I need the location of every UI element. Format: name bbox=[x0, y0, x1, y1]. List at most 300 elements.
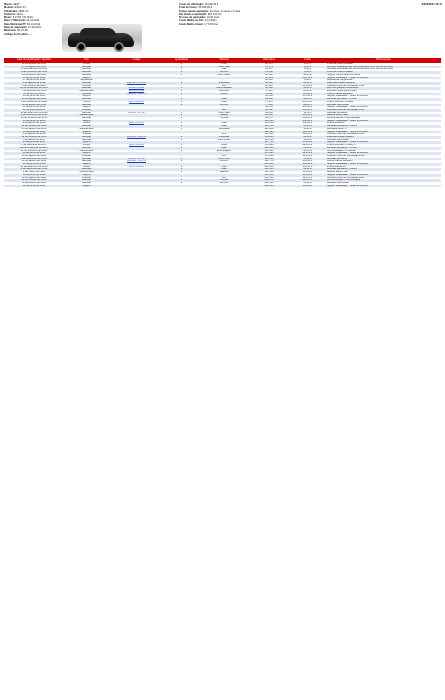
table-cell: Revisão bbox=[64, 168, 109, 171]
table-cell: Pneus dianteiros bbox=[327, 165, 346, 168]
table-cell: Filtro Ar bbox=[199, 104, 249, 107]
table-cell: 1 bbox=[164, 168, 199, 171]
table-cell: 410,00 € bbox=[289, 174, 326, 177]
table-cell: 206,00 € bbox=[302, 122, 313, 125]
field-value: 10,30 anos bbox=[205, 16, 220, 20]
field-label: Nº anos de aquisição: bbox=[179, 16, 206, 20]
table-cell: Imposto bbox=[82, 176, 91, 179]
table-cell: Óleo bbox=[199, 125, 249, 128]
table-cell: 89 610 bbox=[265, 111, 273, 114]
table-cell: 0,00 € bbox=[304, 63, 311, 65]
table-cell: 10 de junho de 2014 bbox=[22, 106, 46, 109]
table-cell: Revisão bbox=[64, 71, 109, 74]
field-label: Custo Médio ao Km: bbox=[179, 19, 205, 23]
table-cell: 402,00 € bbox=[289, 185, 326, 188]
table-cell: 8 de novembro de 2011 bbox=[4, 71, 64, 74]
table-cell: 28 272 bbox=[265, 63, 273, 65]
table-cell: Pneu bbox=[221, 144, 227, 147]
table-cell: 10 de junho de 2018 bbox=[4, 152, 64, 155]
table-cell: 61 002 bbox=[249, 93, 289, 96]
table-cell: Seguro Fidelidade - Todos os Riscos bbox=[326, 131, 441, 134]
table-cell: 4 bbox=[180, 144, 183, 147]
table-cell: 15 de janeiro de 2016 bbox=[21, 127, 47, 130]
table-cell: 478,00 € bbox=[302, 95, 313, 98]
table-cell: 5 de outubro de 2012 bbox=[22, 84, 46, 87]
table-cell: IUC bbox=[221, 133, 227, 136]
table-cell: 30,00 € bbox=[303, 181, 312, 184]
table-cell: Seguro bbox=[82, 106, 91, 109]
table-cell: Pneu bbox=[221, 165, 227, 168]
table-cell: 389,00 € bbox=[302, 117, 313, 120]
cost-summary bbox=[179, 3, 379, 26]
table-cell: 0,00 € bbox=[304, 79, 311, 82]
table-cell: 14 de setembro de 2019 bbox=[20, 165, 48, 168]
table-cell: Pneu bbox=[221, 63, 227, 65]
table-cell: 194 002 bbox=[249, 163, 289, 166]
table-cell: 28,00 € bbox=[289, 104, 326, 107]
table-cell: Imposto único de circulação 2014 bbox=[326, 109, 441, 112]
table-cell: Pneu de inverno usado bbox=[327, 63, 353, 65]
table-cell: 3 de março de 2020 bbox=[22, 171, 46, 174]
table-cell: 64 580 bbox=[265, 95, 273, 98]
table-cell: 11 de janeiro de 2021 bbox=[21, 181, 46, 184]
table-cell: 3 de novembro de 2013 bbox=[20, 100, 48, 103]
field-value: EXEO ST bbox=[13, 6, 26, 10]
middle-line bbox=[179, 23, 379, 26]
table-cell: 412,00 € bbox=[302, 100, 313, 103]
table-cell: 10 de junho de 2020 bbox=[4, 174, 64, 177]
table-cell: 50 120 bbox=[265, 84, 273, 87]
car-photo bbox=[62, 24, 142, 52]
table-cell: 7 de janeiro de 2017 bbox=[22, 138, 46, 141]
field-label: Custo de Utilização: bbox=[179, 3, 204, 6]
table-cell: Discos bbox=[199, 93, 249, 96]
table-cell: 18,00 € bbox=[303, 138, 312, 141]
column-header[interactable]: Quantidade bbox=[164, 58, 199, 63]
table-cell: 1 bbox=[180, 127, 183, 130]
table-cell: Revisão periódica - 5 litros bbox=[326, 125, 441, 128]
table-cell: Revisão periódica - 5 litros bbox=[326, 168, 441, 171]
table-cell: 45 221 bbox=[249, 77, 289, 80]
table-cell: 1 bbox=[180, 73, 183, 76]
table-cell: Discos travão dianteiro bbox=[327, 160, 353, 163]
table-cell: Revisão bbox=[81, 73, 92, 76]
table-cell: Manutenção bbox=[79, 90, 94, 93]
table-cell: Revisão bbox=[64, 104, 109, 107]
table-cell: 1 bbox=[164, 114, 199, 117]
table-cell: 125 590 bbox=[249, 131, 289, 134]
table-cell: 164 020 bbox=[264, 149, 274, 152]
table-cell: 2 de dezembro de 2014 bbox=[4, 114, 64, 117]
table-cell: 17 de agosto de 2011 bbox=[4, 66, 64, 69]
column-header[interactable]: Data de Modificação / Revisão bbox=[4, 58, 64, 63]
table-cell: Manutenção bbox=[79, 149, 94, 152]
table-cell: 9 de dezembro de 2019 bbox=[4, 168, 64, 171]
table-cell: 29 174 bbox=[249, 66, 289, 69]
table-cell: 720,00 € bbox=[302, 149, 313, 152]
table-cell: Pneus bbox=[82, 144, 91, 147]
table-cell: Imposto único de circulação 2020 bbox=[327, 176, 365, 179]
table-cell: Seguro bbox=[64, 163, 109, 166]
table-cell: Filtro de gasóleo substituído bbox=[326, 87, 441, 90]
table-cell: 175 880 bbox=[264, 154, 274, 157]
field-value: 33-LX-48 bbox=[16, 29, 28, 33]
table-cell: Revisão realizada pelo concessionário com outros serviços bbox=[327, 68, 393, 71]
table-cell: 1 bbox=[164, 71, 199, 74]
field-value: — bbox=[28, 32, 32, 36]
table-cell: Revisão bbox=[64, 136, 109, 139]
table-cell: Embraiagem bbox=[216, 149, 232, 152]
table-cell: Revisão intermédia bbox=[327, 138, 349, 141]
table-cell: BRAKE - 145.XS bbox=[109, 136, 164, 139]
table-cell: 0,00 € bbox=[304, 68, 311, 71]
field-label: Potência: bbox=[4, 12, 16, 16]
table-cell: 18 de janeiro de 2014 bbox=[4, 104, 64, 107]
table-cell: Filtro Gasóleo bbox=[199, 87, 249, 90]
table-cell: 465,20 € bbox=[302, 106, 313, 109]
table-cell: 10 de junho de 2012 bbox=[4, 77, 64, 80]
table-cell: 216 940 bbox=[249, 174, 289, 177]
table-cell: 115,00 € bbox=[302, 84, 313, 87]
table-cell: Bateria Varta 74Ah bbox=[326, 114, 441, 117]
table-cell: Filtro Óleo bbox=[199, 66, 249, 69]
table-cell: Óleo bbox=[199, 98, 249, 101]
table-cell: MICH 225/45 bbox=[129, 144, 144, 147]
table-cell: Seguro bbox=[64, 174, 109, 177]
table-cell: 30 de outubro de 2015 bbox=[4, 125, 64, 128]
table-cell: 418,40 € bbox=[289, 163, 326, 166]
table-cell: 1 bbox=[180, 68, 183, 71]
table-cell: 153 900 bbox=[264, 144, 274, 147]
table-cell: 2 bbox=[180, 122, 183, 125]
table-cell: Pneus bbox=[82, 63, 91, 65]
table-cell: Reparação na garantia bbox=[327, 79, 353, 82]
table-cell: 1 bbox=[180, 117, 183, 120]
table-cell bbox=[109, 185, 164, 188]
table-cell: Imposto bbox=[82, 154, 91, 157]
table-cell: 10 de junho de 2013 bbox=[22, 95, 46, 98]
table-cell: Pneus bbox=[82, 100, 91, 103]
table-cell: Seguro Fidelidade - Todos os Riscos bbox=[326, 174, 441, 177]
table-cell: 104 115 bbox=[249, 120, 289, 123]
table-cell: 211 330 bbox=[264, 171, 274, 174]
table-cell: 83 470 bbox=[265, 106, 273, 109]
table-cell: 1 bbox=[164, 147, 199, 150]
table-cell: 1 bbox=[164, 98, 199, 101]
table-cell: 31 527 bbox=[265, 68, 273, 71]
table-cell: 7 de fevereiro de 2013 bbox=[21, 90, 47, 93]
field-label: Modelo: bbox=[4, 6, 14, 10]
table-cell: 98,00 € bbox=[289, 147, 326, 150]
table-cell bbox=[164, 185, 199, 188]
table-cell: 15,00 € bbox=[289, 158, 326, 161]
table-cell: BRAKE - 145.XS bbox=[127, 160, 146, 163]
field-value: 1968 cm³ bbox=[17, 9, 30, 13]
table-cell: Revisão periódica bbox=[326, 158, 441, 161]
table-cell: Imposto único de circulação 2016 bbox=[327, 133, 365, 136]
table-cell: Escovas limpa para-brisas bbox=[327, 90, 357, 93]
table-cell: 395,00 € bbox=[289, 179, 326, 182]
table-cell: 1 bbox=[164, 104, 199, 107]
field-value: 10 anos, 3 meses e 6 dias bbox=[209, 9, 241, 13]
table-cell: Seguro Fidelidade - Todos os Riscos bbox=[326, 185, 441, 188]
table-cell: 24,90 € bbox=[303, 90, 312, 93]
table-cell: 15 de setembro de 2011 bbox=[20, 68, 48, 71]
table-cell: Pneu de inverno usado bbox=[326, 71, 441, 74]
table-cell: Pneus Michelin Primacy bbox=[327, 100, 354, 103]
field-label: Data Matrícula PT: bbox=[4, 22, 27, 26]
table-cell: 14 de janeiro de 2012 bbox=[21, 73, 47, 76]
table-cell: Imposto único de circulação 2018 bbox=[327, 154, 365, 157]
table-cell: Seguro Fidelidade - Todos os Riscos bbox=[327, 95, 368, 98]
table-cell: 1 bbox=[180, 111, 183, 114]
table-cell: 2 bbox=[164, 136, 199, 139]
table-cell: Seguro Fidelidade - Todos os Riscos bbox=[326, 120, 441, 123]
table-cell: Filtro Pólen bbox=[217, 138, 231, 141]
table-cell: 171 305 bbox=[249, 152, 289, 155]
field-value: SEAT bbox=[12, 3, 20, 6]
table-cell: Revisão bbox=[64, 125, 109, 128]
table-cell: BOSCH F026 bbox=[109, 87, 164, 90]
table-cell: 1 bbox=[164, 158, 199, 161]
table-cell: 1 bbox=[164, 179, 199, 182]
table-cell: 206 115 bbox=[249, 168, 289, 171]
table-cell: 12 de dezembro de 2012 bbox=[4, 87, 64, 90]
table-cell: 98 870 bbox=[265, 117, 273, 120]
table-cell: 46 330 bbox=[265, 79, 273, 82]
table-cell: 10 de junho de 2016 bbox=[4, 131, 64, 134]
table-cell: Kit distribuição + bomba água bbox=[327, 117, 361, 120]
table-cell: 1 bbox=[164, 66, 199, 69]
table-cell: Imposto bbox=[64, 109, 109, 112]
table-cell: 73 115 bbox=[265, 100, 273, 103]
table-cell: Seguro bbox=[82, 95, 91, 98]
table-cell: Kit distribuição + bomba água bbox=[326, 179, 441, 182]
table-cell: 129 003 bbox=[264, 133, 274, 136]
table-cell: 452,80 € bbox=[289, 120, 326, 123]
table-cell: 57 210 bbox=[265, 90, 273, 93]
column-header[interactable]: Custo bbox=[289, 58, 326, 63]
table-cell: 152,00 € bbox=[302, 160, 313, 163]
table-cell: MICH 225/45 bbox=[129, 100, 144, 103]
table-cell: Bateria bbox=[220, 171, 228, 174]
table-cell: 2 bbox=[180, 160, 183, 163]
field-value: 18 249,39 € bbox=[203, 3, 219, 6]
field-label: Data de Aquisição: bbox=[4, 26, 28, 30]
table-cell: 28 de agosto de 2013 bbox=[4, 98, 64, 101]
table-cell: 115,00 € bbox=[302, 171, 313, 174]
field-label: Cilindrada: bbox=[4, 9, 18, 13]
table-cell: 10 de junho de 2017 bbox=[4, 141, 64, 144]
table-cell: 118,00 € bbox=[289, 109, 326, 112]
table-cell: 431,60 € bbox=[289, 141, 326, 144]
table-cell: Seguro Fidelidade - Todos os Riscos bbox=[326, 163, 441, 166]
table-cell: 181 230 bbox=[249, 158, 289, 161]
table-cell: 1 bbox=[180, 181, 183, 184]
table-cell: Revisão bbox=[64, 93, 109, 96]
table-cell: Lâmpada farol H7 bbox=[327, 127, 347, 130]
table-cell: Escovas bbox=[219, 90, 229, 93]
table-cell: 28 de janeiro de 2019 bbox=[21, 160, 47, 163]
table-cell: 10 de junho de 2019 bbox=[4, 163, 64, 166]
table-cell: 25 de outubro de 2020 bbox=[4, 179, 64, 182]
table-cell: IUC bbox=[199, 109, 249, 112]
table-cell: Imposto único de circulação 2012 bbox=[327, 84, 365, 87]
table-cell: 1 bbox=[180, 138, 183, 141]
table-cell: Revisão bbox=[64, 82, 109, 85]
table-cell: BRAKE - 145.XS bbox=[109, 82, 164, 85]
table-cell: 490,50 € bbox=[289, 77, 326, 80]
table-cell: 440,00 € bbox=[289, 131, 326, 134]
table-cell: Revisão periódica - 5 litros bbox=[326, 147, 441, 150]
field-label: Motor: bbox=[4, 16, 13, 20]
field-label: Total de Custo: bbox=[179, 6, 198, 10]
field-label: Km desde a aquisição: bbox=[179, 12, 208, 16]
table-cell: 1 de setembro de 2017 bbox=[21, 144, 47, 147]
table-row bbox=[4, 185, 441, 188]
table-cell: Seguro bbox=[64, 185, 109, 188]
column-header[interactable]: Kilometros bbox=[249, 58, 289, 63]
field-value: 35 549,39 € bbox=[197, 6, 213, 10]
table-cell: 113 760 bbox=[249, 125, 289, 128]
table-cell: 86 002 bbox=[249, 109, 289, 112]
table-cell: IUC bbox=[221, 84, 227, 87]
table-cell: Filtro Óleo bbox=[199, 158, 249, 161]
table-cell: Revisão bbox=[81, 111, 92, 114]
table-cell: Revisão bbox=[81, 68, 92, 71]
table-cell: 40 150 bbox=[265, 73, 273, 76]
table-cell: 2 bbox=[180, 165, 183, 168]
table-cell: Lâmpada bbox=[218, 127, 230, 130]
table-cell: Seguro Fidelidade - Todos os Riscos bbox=[326, 152, 441, 155]
table-cell: Revisão bbox=[81, 138, 92, 141]
table-cell: 200 480 bbox=[264, 165, 274, 168]
table-cell: Filtro Pólen bbox=[217, 73, 231, 76]
table-cell: Seguro Fidelidade - Todos os Riscos bbox=[326, 77, 441, 80]
table-cell: Discos bbox=[220, 160, 228, 163]
table-cell: 95,00 € bbox=[289, 125, 326, 128]
field-value: 04-04-2011 bbox=[25, 19, 40, 23]
table-cell: 27 de junho de 2012 bbox=[22, 79, 46, 82]
field-label: Data 1ª Matrícula: bbox=[4, 19, 26, 23]
table-cell: Seguro Fidelidade - Todos os Riscos bbox=[327, 106, 368, 109]
table-cell: Seguro contra todos os riscos bbox=[327, 73, 361, 76]
table-cell: 1 de agosto de 2012 bbox=[4, 82, 64, 85]
table-cell: Revisão bbox=[64, 179, 109, 182]
table-cell: Revisão bbox=[81, 160, 92, 163]
table-cell: 88,00 € bbox=[289, 82, 326, 85]
table-cell: Revisão intermédia bbox=[326, 104, 441, 107]
table-cell: 226 870 bbox=[249, 179, 289, 182]
table-cell: MANN - W719 bbox=[109, 158, 164, 161]
table-cell: Revisão bbox=[64, 87, 109, 90]
table-cell: 140 210 bbox=[264, 138, 274, 141]
table-cell: 40,00 € bbox=[303, 73, 312, 76]
table-cell: 10 de junho de 2015 bbox=[4, 120, 64, 123]
table-cell: Correia bbox=[199, 179, 249, 182]
table-cell: 158 640 bbox=[249, 147, 289, 150]
table-cell: Revisão bbox=[81, 181, 92, 184]
table-cell: 4 bbox=[180, 63, 183, 65]
table-cell: Pneus traseiros bbox=[327, 122, 345, 125]
table-cell: 19 de outubro de 2016 bbox=[4, 136, 64, 139]
table-cell: Filtro Ar bbox=[199, 71, 249, 74]
table-cell: Revisão bbox=[64, 158, 109, 161]
table-cell: Manutenção bbox=[64, 114, 109, 117]
table-cell: Manutenção bbox=[79, 171, 94, 174]
column-header[interactable]: Código bbox=[109, 58, 164, 63]
table-cell: Revisão bbox=[81, 117, 92, 120]
table-cell: 2 bbox=[164, 93, 199, 96]
table-cell: Correia bbox=[219, 117, 229, 120]
table-cell: Imposto bbox=[82, 133, 91, 136]
table-cell: 77 880 bbox=[249, 104, 289, 107]
table-cell: Manutenção bbox=[79, 127, 94, 130]
column-header[interactable]: Material bbox=[199, 58, 249, 63]
field-value: 143cv bbox=[15, 12, 24, 16]
table-cell: 92,00 € bbox=[289, 98, 326, 101]
table-cell: 240 884 bbox=[249, 185, 289, 188]
field-value: 287 612 Km bbox=[207, 12, 222, 16]
table-cell: Óleo bbox=[199, 147, 249, 150]
table-cell: 1 bbox=[180, 171, 183, 174]
table-cell: Discos travão dianteiro bbox=[326, 93, 441, 96]
table-cell: 4 de agosto de 2016 bbox=[22, 133, 46, 136]
table-cell: 1 bbox=[164, 125, 199, 128]
table-cell: Revisão bbox=[64, 98, 109, 101]
table-cell: 121,00 € bbox=[302, 154, 313, 157]
table-cell: IUC bbox=[221, 154, 227, 157]
table-cell: Pneu bbox=[221, 122, 227, 125]
table-cell: 14 de abril de 2013 bbox=[4, 93, 64, 96]
table-cell: 4 bbox=[180, 100, 183, 103]
table-cell: Seguro bbox=[64, 77, 109, 80]
table-cell: Seguro Fidelidade - Todos os Riscos bbox=[326, 141, 441, 144]
table-cell: 14,50 € bbox=[303, 111, 312, 114]
table-cell: Óleo bbox=[199, 168, 249, 171]
table-cell: 120,00 € bbox=[302, 133, 313, 136]
table-cell: Óleo bbox=[221, 68, 227, 71]
table-cell: Seguro bbox=[64, 120, 109, 123]
table-cell: 48 310 bbox=[249, 82, 289, 85]
table-cell: 92,00 € bbox=[289, 136, 326, 139]
column-header[interactable]: Observações bbox=[326, 58, 441, 63]
table-cell: Filtro Óleo bbox=[218, 111, 230, 114]
table-cell: 16 de novembro de 2017 bbox=[4, 147, 64, 150]
table-cell: BRAKE - 145.XS bbox=[109, 93, 164, 96]
table-cell: Imposto bbox=[82, 84, 91, 87]
table-cell: Revisão periódica - 5 litros bbox=[326, 98, 441, 101]
maintenance-table bbox=[4, 58, 441, 187]
table-cell: IUC bbox=[221, 176, 227, 179]
table-cell: Revisão bbox=[64, 147, 109, 150]
field-label: Código do Produto: bbox=[4, 32, 29, 36]
table-cell: 221 002 bbox=[264, 176, 274, 179]
table-cell: 1 bbox=[164, 87, 199, 90]
table-cell: Pneus bbox=[82, 165, 91, 168]
table-cell: MICH 225/45 bbox=[129, 165, 144, 168]
table-cell: 10 de junho de 2021 bbox=[4, 185, 64, 188]
table-cell: 232 510 bbox=[264, 181, 274, 184]
table-cell: 35 660 bbox=[249, 71, 289, 74]
column-header[interactable]: Tipo bbox=[64, 58, 109, 63]
table-cell: 9 de agosto de 2015 bbox=[22, 122, 46, 125]
table-cell: 425,00 € bbox=[289, 152, 326, 155]
table-cell: Bateria bbox=[199, 114, 249, 117]
table-cell: 53 900 bbox=[249, 87, 289, 90]
table-cell: 14 de setembro de 2014 bbox=[20, 111, 48, 114]
field-label: Marca: bbox=[4, 3, 13, 6]
